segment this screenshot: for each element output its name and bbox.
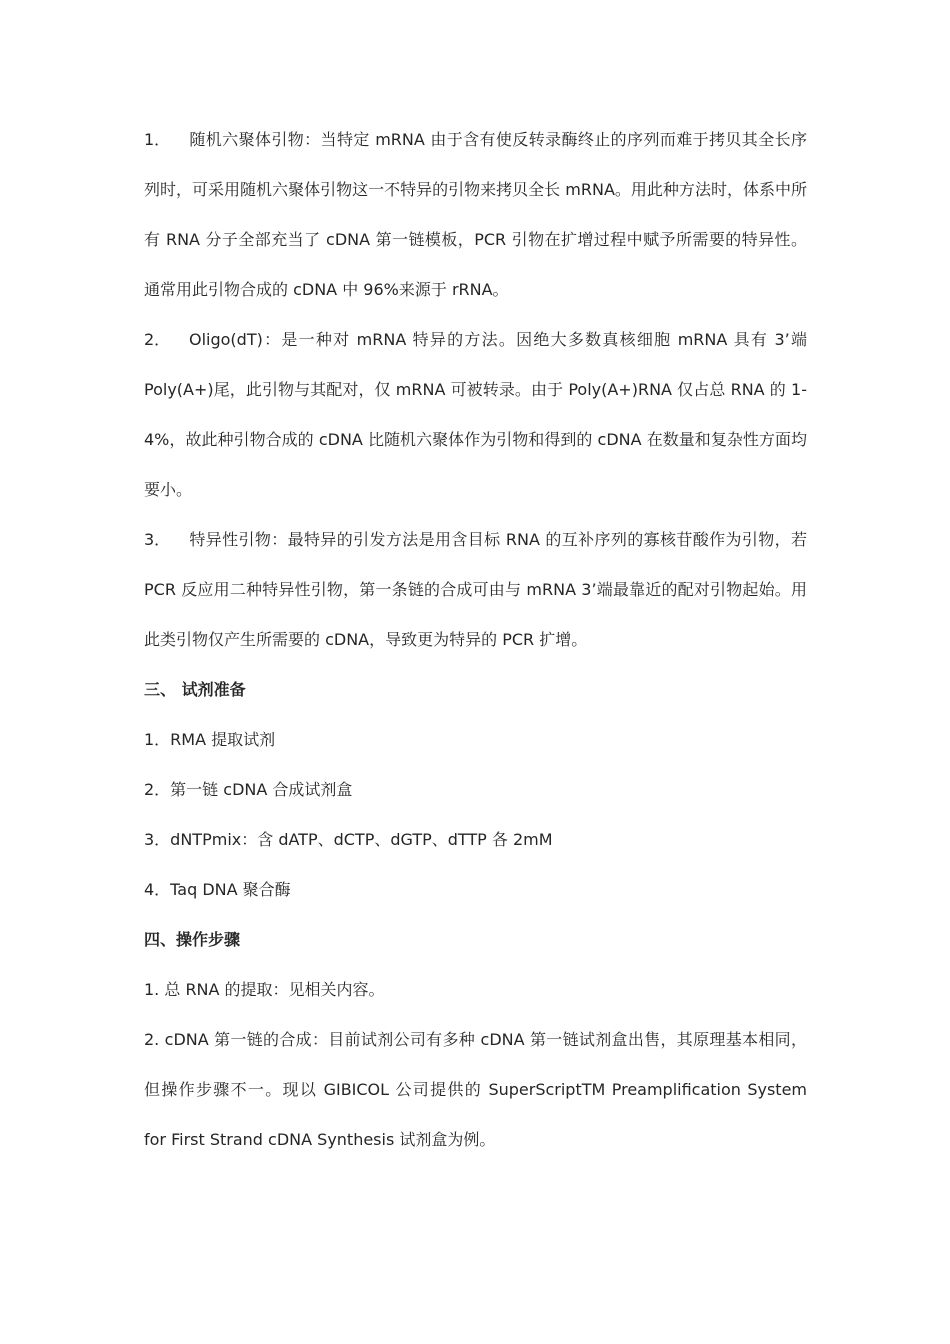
section-heading-procedure: 四、操作步骤 (144, 930, 241, 949)
primer-item-oligo-dt (144, 315, 807, 515)
reagent-list-item: 4．Taq DNA 聚合酶 (144, 880, 291, 899)
reagent-list-item: 2．第一链 cDNA 合成试剂盒 (144, 780, 353, 799)
item-number: 1． (144, 130, 171, 149)
section-heading-reagents: 三、 试剂准备 (144, 680, 246, 699)
procedure-step: 1. 总 RNA 的提取：见相关内容。 (144, 980, 385, 999)
document-body (144, 115, 807, 1165)
item-number: 3． (144, 530, 171, 549)
reagent-list-item: 3．dNTPmix：含 dATP、dCTP、dGTP、dTTP 各 2mM (144, 830, 553, 849)
primer-item-specific (144, 515, 807, 665)
primer-item-random-hexamer (144, 115, 807, 315)
procedure-step: 2. cDNA 第一链的合成：目前试剂公司有多种 cDNA 第一链试剂盒出售，其原理基本相同，但操作步骤不一。现以 GIBICOL 公司提供的 SuperScriptTM Preamplification System for First Strand cDNA Synthesis 试剂盒为例。 (144, 1030, 807, 1149)
item-text: 随机六聚体引物：当特定 mRNA 由于含有使反转录酶终止的序列而难于拷贝其全长序列时，可采用随机六聚体引物这一不特异的引物来拷贝全长 mRNA。用此种方法时，体系中所有 RNA 分子全部充当了 cDNA 第一链模板，PCR 引物在扩增过程中赋予所需要的特异性。通常用此引物合成的 cDNA 中 96%来源于 rRNA。 (144, 130, 807, 299)
reagent-list-item: 1．RMA 提取试剂 (144, 730, 276, 749)
item-number: 2． (144, 330, 171, 349)
item-text: 特异性引物：最特异的引发方法是用含目标 RNA 的互补序列的寡核苷酸作为引物，若 PCR 反应用二种特异性引物，第一条链的合成可由与 mRNA 3’端最靠近的配对引物起始。用此类引物仅产生所需要的 cDNA，导致更为特异的 PCR 扩增。 (144, 530, 807, 649)
item-text: Oligo(dT)：是一种对 mRNA 特异的方法。因绝大多数真核细胞 mRNA 具有 3’端 Poly(A+)尾，此引物与其配对，仅 mRNA 可被转录。由于 Poly(A+)RNA 仅占总 RNA 的 1-4%，故此种引物合成的 cDNA 比随机六聚体作为引物和得到的 cDNA 在数量和复杂性方面均要小。 (144, 330, 807, 499)
